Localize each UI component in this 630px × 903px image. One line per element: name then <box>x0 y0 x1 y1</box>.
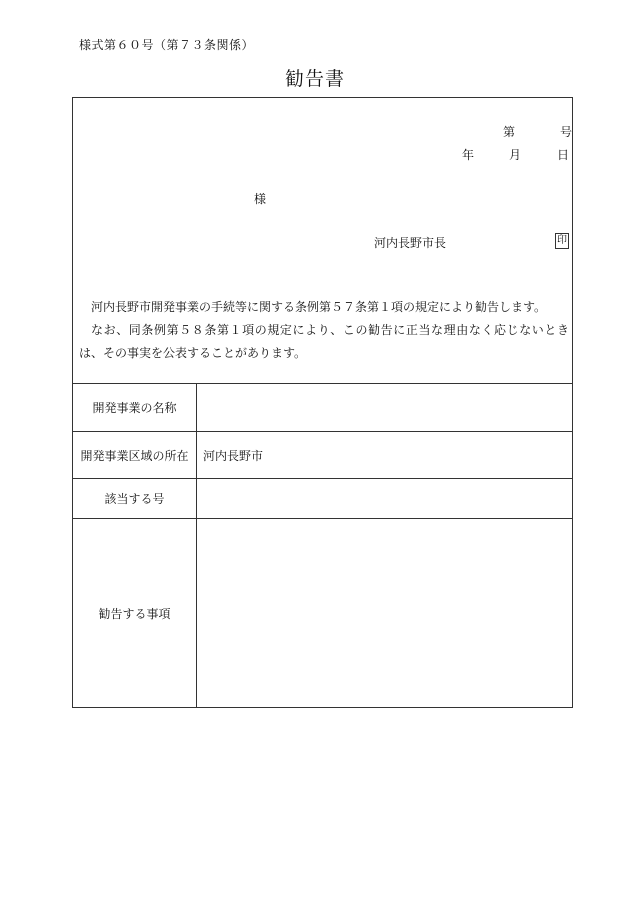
date-day: 日 <box>557 148 570 162</box>
project-location-label: 開発事業区域の所在 <box>73 432 197 478</box>
body-paragraph-2: なお、同条例第５８条第１項の規定により、この勧告に正当な理由なく応じないときは、その事実を公表することがあります。 <box>79 323 569 360</box>
recommendation-label: 勧告する事項 <box>73 519 197 707</box>
recommendation-field[interactable] <box>197 519 572 707</box>
issuer-name: 河内長野市長 <box>374 236 447 250</box>
date-month: 月 <box>509 148 522 162</box>
row-recommendation <box>73 519 572 707</box>
applicable-item-field[interactable] <box>197 479 572 518</box>
project-name-label: 開発事業の名称 <box>73 384 197 431</box>
number-suffix: 号 <box>560 125 573 139</box>
date-year: 年 <box>462 148 475 162</box>
row-applicable-item <box>73 479 572 519</box>
addressee-suffix: 様 <box>254 192 267 206</box>
header-area <box>73 98 572 384</box>
body-paragraph-1: 河内長野市開発事業の手続等に関する条例第５７条第１項の規定により勧告します。 <box>91 300 547 314</box>
applicable-item-label: 該当する号 <box>73 479 197 518</box>
row-project-name <box>73 384 572 432</box>
project-location-field[interactable]: 河内長野市 <box>203 448 264 463</box>
body-text <box>79 296 569 365</box>
row-project-location <box>73 432 572 479</box>
project-name-field[interactable] <box>197 384 572 431</box>
form-number: 様式第６０号（第７３条関係） <box>79 38 255 52</box>
number-prefix: 第 <box>503 125 516 139</box>
seal-mark: 印 <box>555 233 569 249</box>
form-frame <box>72 97 573 708</box>
document-title: 勧告書 <box>284 68 345 90</box>
